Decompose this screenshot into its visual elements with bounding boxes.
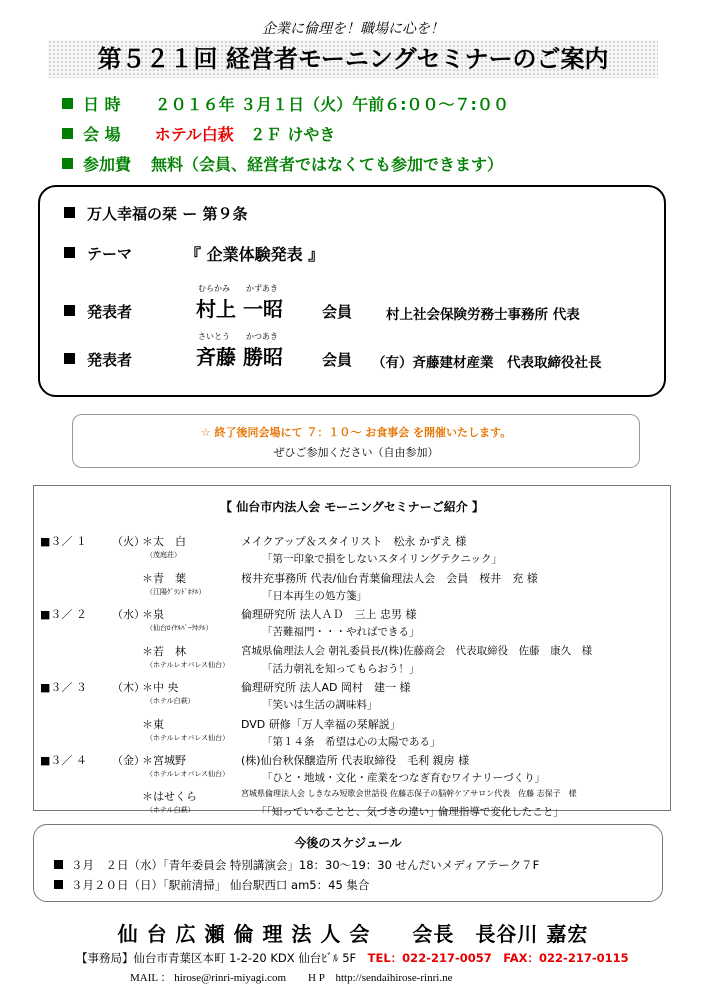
branch-venue: （ホテル白萩） [146,806,195,814]
speaker-text: 桜井充事務所 代表/仙台青葉倫理法人会 会員 桜井 充 様 [241,572,538,585]
notice-line1: ☆ 終了後同会場にて ７：１０～ お食事会 を開催いたします。 [200,426,512,439]
future-item-text: ３月 ２日（水）「青年委員会 特別講演会」18：30～19：30 せんだいメディアテーク７F [71,858,540,872]
day-date: ■３／ １ [40,535,87,548]
datetime-label: 日 時 [83,95,121,114]
day-dow: （火） [112,535,145,548]
program-theme [64,243,132,264]
tagline: 企業に倫理を！職場に心を！ [262,21,444,37]
bullet-square-icon [64,247,75,258]
branch-venue: （江陽ｸﾞﾗﾝﾄﾞﾎﾃﾙ） [146,588,206,596]
topic-text: 「ひと・地域・文化・産業をつなぎ育むワイナリーづくり」 [262,772,546,784]
ruby-given: かつあき [246,332,278,341]
speaker1-role: 会員 [322,303,353,321]
ruby-surname: むらかみ [198,284,230,293]
bullet-square-icon [64,353,75,364]
branch-name: ＊はせくら [142,790,197,803]
branch-name: ＊泉 [142,608,164,621]
topic-text: 「第１４条 希望は心の太陽である」 [262,736,441,748]
speaker2-name: 斉藤 勝昭 [196,345,283,369]
day-dow: （木） [112,681,145,694]
venue-room: ２Ｆ けやき [249,125,336,144]
future-item [54,857,539,873]
speaker-text: 宮城県倫理法人会 朝礼委員長/(株)佐藤商会 代表取締役 佐藤 康久 様 [241,645,593,657]
page-title: 第５２１回 経営者モーニングセミナーのご案内 [48,40,658,78]
bullet-square-icon [62,98,73,109]
bullet-square-icon [54,860,63,869]
bullet-square-icon [64,305,75,316]
info-venue [62,122,335,145]
speaker2-role: 会員 [322,351,353,369]
topic-text: 「笑いは生活の調味料」 [262,699,378,711]
branch-venue: （ホテルレオパレス仙台） [146,661,230,669]
organizer: 仙 台 広 瀬 倫 理 法 人 会 会長 長谷川 嘉宏 [117,922,589,946]
theme-value: 『 企業体験発表 』 [185,245,325,264]
branch-name: ＊太 白 [142,535,186,548]
branch-venue: （ホテルレオパレス仙台） [146,770,230,778]
office-contact [76,950,629,966]
ruby-given: かずあき [246,284,278,293]
bullet-square-icon [64,207,75,218]
office-address: 【事務局】仙台市青葉区本町 1-2-20 KDX 仙台ﾋﾞﾙ 5F [76,951,357,965]
fee-label: 参加費 [83,155,132,174]
info-fee [62,152,503,175]
bullet-square-icon [62,128,73,139]
speaker2-affiliation: （有）斉藤建材産業 代表取締役社長 [372,355,602,371]
topic-text: 「｢知っていることと、気づきの違い｣ 倫理指導で変化したこと」 [256,806,564,818]
day-date: ■３／ ２ [40,608,87,621]
speaker1-affiliation: 村上社会保険労務士事務所 代表 [386,307,580,323]
mail-homepage: MAIL ： hirose@rinri-miyagi.com H P http://sendaihirose-rinri.ne [130,972,453,984]
future-heading: 今後のスケジュール [294,836,402,850]
branch-venue: （仙台ﾛｲﾔﾙﾊﾟｰｸﾎﾃﾙ） [146,624,213,632]
speaker-label: 発表者 [87,351,133,369]
branch-venue: （ホテル白萩） [146,697,195,705]
book-text: 万人幸福の栞 ー 第９条 [87,205,248,223]
venue-label: 会 場 [83,125,121,144]
speaker-text: (株)仙台秋保醸造所 代表取締役 毛利 親房 様 [241,754,470,767]
branch-venue: （茂庭荘） [146,551,181,559]
branch-name: ＊若 林 [142,645,186,658]
speaker-label: 発表者 [87,303,133,321]
speaker1-name: 村上 一昭 [196,297,283,321]
datetime-value: ２０１６年 ３月１日（火）午前６:００～７:００ [154,95,509,114]
speaker-text: DVD 研修「万人幸福の栞解説」 [241,718,401,731]
branch-name: ＊東 [142,718,164,731]
bullet-square-icon [62,158,73,169]
day-dow: （金） [112,754,145,767]
branch-name: ＊青 葉 [142,572,186,585]
intro-heading: 【 仙台市内法人会 モーニングセミナーご紹介 】 [220,500,484,514]
speaker1-row [64,301,132,322]
branch-name: ＊中 央 [142,681,179,694]
speaker-text: 倫理研究所 法人ＡＤ 三上 忠男 様 [241,608,417,621]
topic-text: 「苦難福門・・・やればできる」 [262,626,420,638]
day-dow: （水） [112,608,145,621]
info-datetime [62,92,509,115]
topic-text: 「第一印象で損をしないスタイリングテクニック」 [262,553,503,565]
future-item-text: ３月２０日（日）「駅前清掃」 仙台駅西口 am5：45 集合 [71,878,370,892]
dinner-notice [72,414,640,468]
phone-fax: TEL：022-217-0057 FAX：022-217-0115 [367,951,629,965]
venue-name: ホテル白萩 [154,125,234,144]
topic-text: 「活力朝礼を知ってもらおう！」 [262,663,420,675]
day-date: ■３／ ３ [40,681,87,694]
speaker2-row [64,349,132,370]
ruby-surname: さいとう [198,332,230,341]
bullet-square-icon [54,880,63,889]
topic-text: 「日本再生の処方箋」 [262,590,367,602]
future-schedule-box [33,824,663,902]
program-book [64,203,247,224]
program-box [38,185,666,397]
speaker-text: メイクアップ＆スタイリスト 松永 かずえ 様 [241,535,467,548]
future-item [54,877,369,893]
intro-box [33,485,671,818]
theme-label: テーマ [87,245,133,263]
fee-value: 無料（会員、経営者ではなくても参加できます） [151,155,504,174]
branch-name: ＊宮城野 [142,754,186,767]
speaker-text: 宮城県倫理法人会 しきなみ短歌会世話役 佐藤志保子の脳幹ケアサロン代表 佐藤 志保子 様 [241,789,577,798]
notice-line2: ぜひご参加ください（自由参加） [273,446,439,459]
branch-venue: （ホテルレオパレス仙台） [146,734,230,742]
day-date: ■３／ ４ [40,754,87,767]
speaker-text: 倫理研究所 法人AD 岡村 建一 様 [241,681,411,694]
